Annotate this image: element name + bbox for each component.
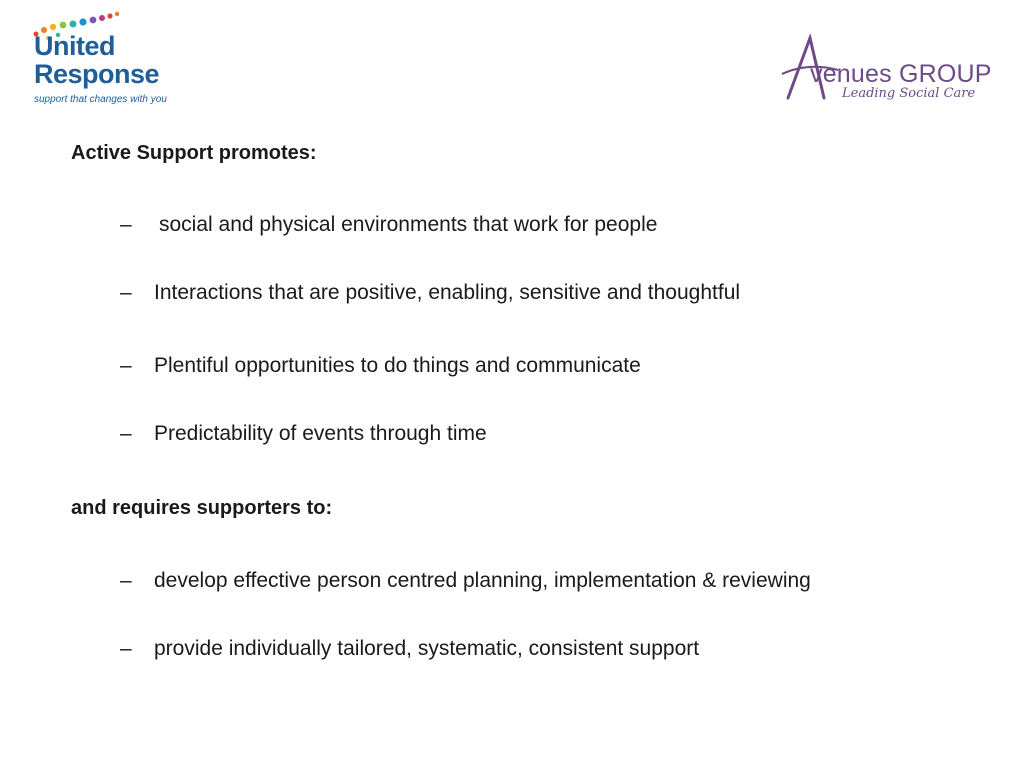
list-item xyxy=(120,569,811,593)
logo-tagline: support that changes with you xyxy=(34,94,167,105)
avenues-group-logo xyxy=(780,34,1010,106)
bullet-text: Predictability of events through time xyxy=(154,422,487,445)
list-item xyxy=(120,354,641,378)
bullet-text: provide individually tailored, systematic, consistent support xyxy=(154,637,700,660)
dash-marker: – xyxy=(120,281,132,304)
section1-heading: Active Support promotes: xyxy=(71,142,317,164)
bullet-text: Plentiful opportunities to do things and communicate xyxy=(154,354,641,377)
avenues-tagline: Leading Social Care xyxy=(842,86,976,101)
section2-heading: and requires supporters to: xyxy=(71,497,333,519)
bullet-text: social and physical environments that work for people xyxy=(159,213,658,236)
bullet-text: develop effective person centred planning, implementation & reviewing xyxy=(154,569,811,592)
dash-marker: – xyxy=(120,569,132,592)
list-item xyxy=(120,637,699,661)
logo-response-text: Response xyxy=(34,59,160,89)
list-item xyxy=(120,213,657,237)
bullet-text: Interactions that are positive, enabling, sensitive and thoughtful xyxy=(154,281,741,304)
dash-marker: – xyxy=(120,637,132,660)
united-response-logo xyxy=(30,10,190,114)
dash-marker: – xyxy=(120,422,132,445)
dash-marker: – xyxy=(120,354,132,377)
logo-united-text: United xyxy=(34,31,115,61)
list-item xyxy=(120,422,487,446)
dash-marker: – xyxy=(120,213,132,236)
avenues-name: venues GROUP xyxy=(810,60,992,88)
list-item xyxy=(120,281,740,305)
